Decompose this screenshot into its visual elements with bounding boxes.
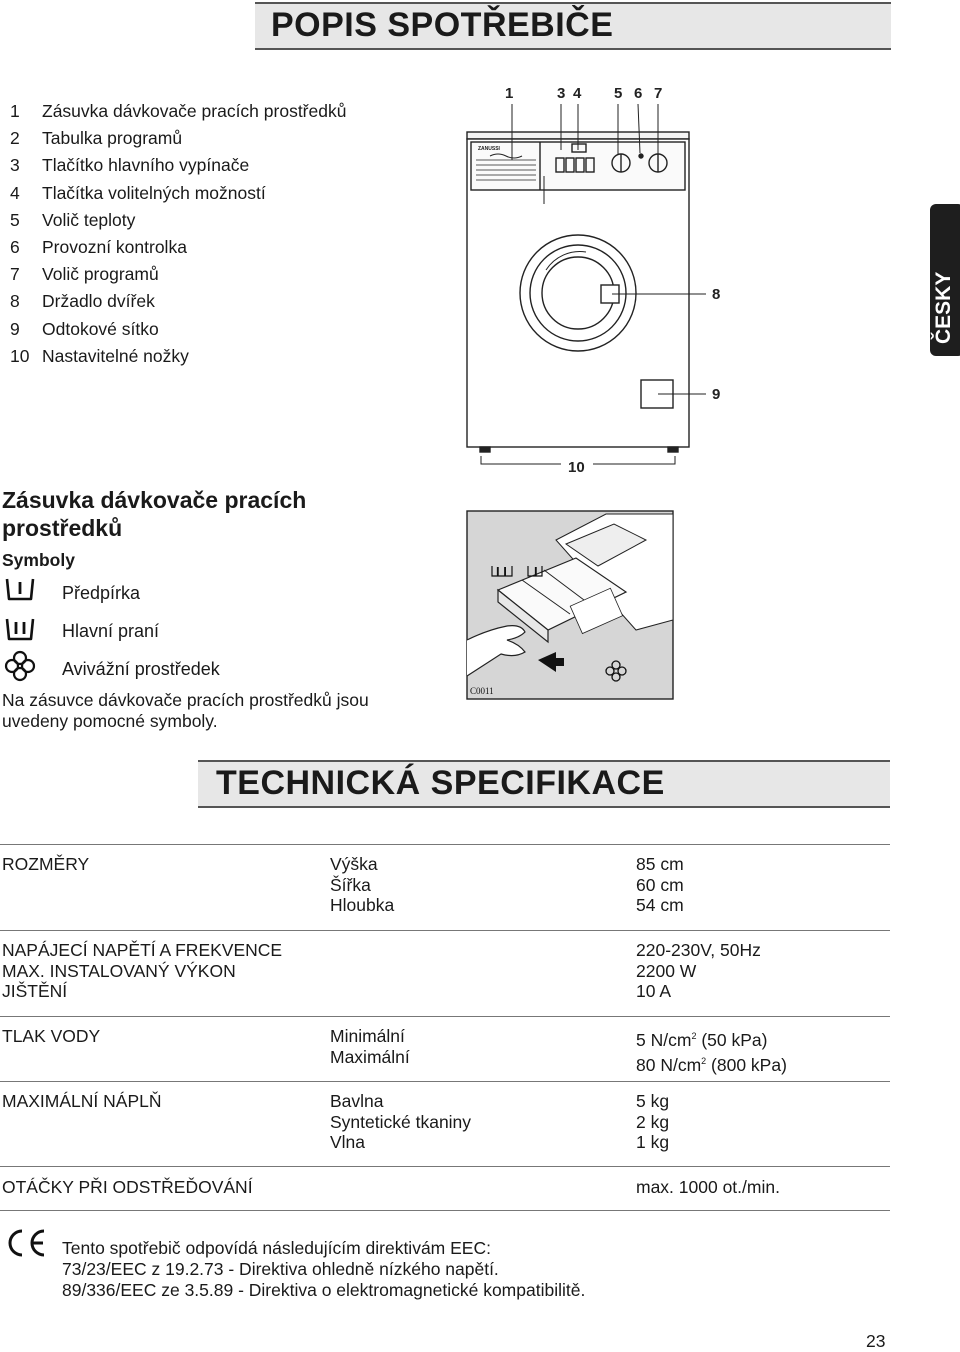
divider — [0, 1081, 890, 1082]
list-item: 6 Provozní kontrolka — [10, 237, 187, 258]
spec-spin-label: OTÁČKY PŘI ODSTŘEĎOVÁNÍ — [2, 1177, 253, 1197]
callout-1: 1 — [505, 85, 514, 102]
callout-7: 7 — [654, 85, 663, 102]
symbol-label-mainwash: Hlavní praní — [62, 621, 160, 641]
spec-electrical-values: 220-230V, 50Hz 2200 W 10 A — [636, 940, 761, 1001]
figure-code: C0011 — [470, 686, 494, 696]
list-item: 3 Tlačítko hlavního vypínače — [10, 155, 250, 176]
callout-4: 4 — [573, 85, 582, 102]
callout-3: 3 — [557, 85, 566, 102]
callout-5: 5 — [614, 85, 623, 102]
page-number: 23 — [866, 1331, 886, 1351]
dispenser-heading: Zásuvka dávkovače pracích prostředků — [2, 487, 307, 541]
page-title-bar — [255, 2, 891, 50]
dispenser-note: Na zásuvce dávkovače pracích prostředků jsou uvedeny pomocné symboly. — [2, 690, 369, 731]
divider — [0, 1210, 890, 1211]
brand-label: ZANUSSI — [478, 146, 500, 152]
washing-machine-diagram — [455, 78, 735, 478]
spec-dimensions-label: ROZMĚRY — [2, 854, 90, 874]
spec-electrical-labels: NAPÁJECÍ NAPĚTÍ A FREKVENCE MAX. INSTALOVANÝ VÝKON JIŠTĚNÍ — [2, 940, 283, 1001]
callout-8: 8 — [712, 286, 721, 303]
ce-declaration: Tento spotřebič odpovídá následujícím direktivám EEC: 73/23/EEC z 19.2.73 - Direktiva ohledně nízkého napětí. 89/336/EEC ze 3.5.89 - Direktiva o elektromagnetické kompatibilitě. — [62, 1238, 586, 1300]
language-tab — [930, 204, 960, 356]
spec-dimensions-values: 85 cm 60 cm 54 cm — [636, 854, 684, 915]
divider — [0, 930, 890, 931]
list-item: 7 Volič programů — [10, 264, 159, 285]
list-item: 10 Nastavitelné nožky — [10, 345, 189, 366]
spec-load-names: Bavlna Syntetické tkaniny Vlna — [330, 1091, 472, 1152]
callout-6: 6 — [634, 85, 643, 102]
softener-flower-icon — [4, 650, 36, 682]
spec-load-label: MAXIMÁLNÍ NÁPLŇ — [2, 1091, 162, 1111]
spec-water-names: Minimální Maximální — [330, 1026, 410, 1067]
list-item: 8 Držadlo dvířek — [10, 291, 155, 312]
divider — [0, 844, 890, 845]
tech-title: TECHNICKÁ SPECIFIKACE — [216, 764, 665, 802]
list-item: 5 Volič teploty — [10, 209, 136, 230]
water-max-value: 80 $N/cm^2$ (800 kPa) — [636, 1054, 787, 1075]
spec-water-label: TLAK VODY — [2, 1026, 101, 1046]
callout-10: 10 — [568, 459, 585, 476]
language-tab-label: ČESKY — [932, 271, 955, 344]
callout-9: 9 — [712, 386, 721, 403]
divider — [0, 1166, 890, 1167]
svg-text:I I: I I — [496, 564, 507, 579]
list-item: 4 Tlačítka volitelných možností — [10, 182, 266, 203]
spec-load-values: 5 kg 2 kg 1 kg — [636, 1091, 670, 1152]
symbols-heading: Symboly — [2, 550, 75, 570]
symbol-label-prewash: Předpírka — [62, 583, 141, 603]
list-item: 9 Odtokové sítko — [10, 318, 159, 339]
spec-water-values — [636, 1026, 787, 1075]
list-item: 2 Tabulka programů — [10, 128, 183, 149]
svg-text:I: I — [534, 564, 538, 579]
spec-dimensions-names: Výška Šířka Hloubka — [330, 854, 395, 915]
water-min-value: 5 $N/cm^2$ (50 kPa) — [636, 1030, 768, 1050]
tech-title-bar — [198, 760, 890, 808]
symbol-label-softener: Avivážní prostředek — [62, 659, 220, 679]
page-title: POPIS SPOTŘEBIČE — [271, 6, 614, 44]
parts-list — [10, 98, 346, 370]
list-item: 1 Zásuvka dávkovače pracích prostředků — [10, 101, 347, 121]
mainwash-icon — [4, 616, 36, 642]
dispenser-drawer-illustration — [466, 510, 674, 700]
divider — [0, 1016, 890, 1017]
spec-spin-value: max. 1000 ot./min. — [636, 1177, 780, 1197]
prewash-icon — [4, 576, 36, 602]
ce-mark-icon — [4, 1228, 48, 1258]
